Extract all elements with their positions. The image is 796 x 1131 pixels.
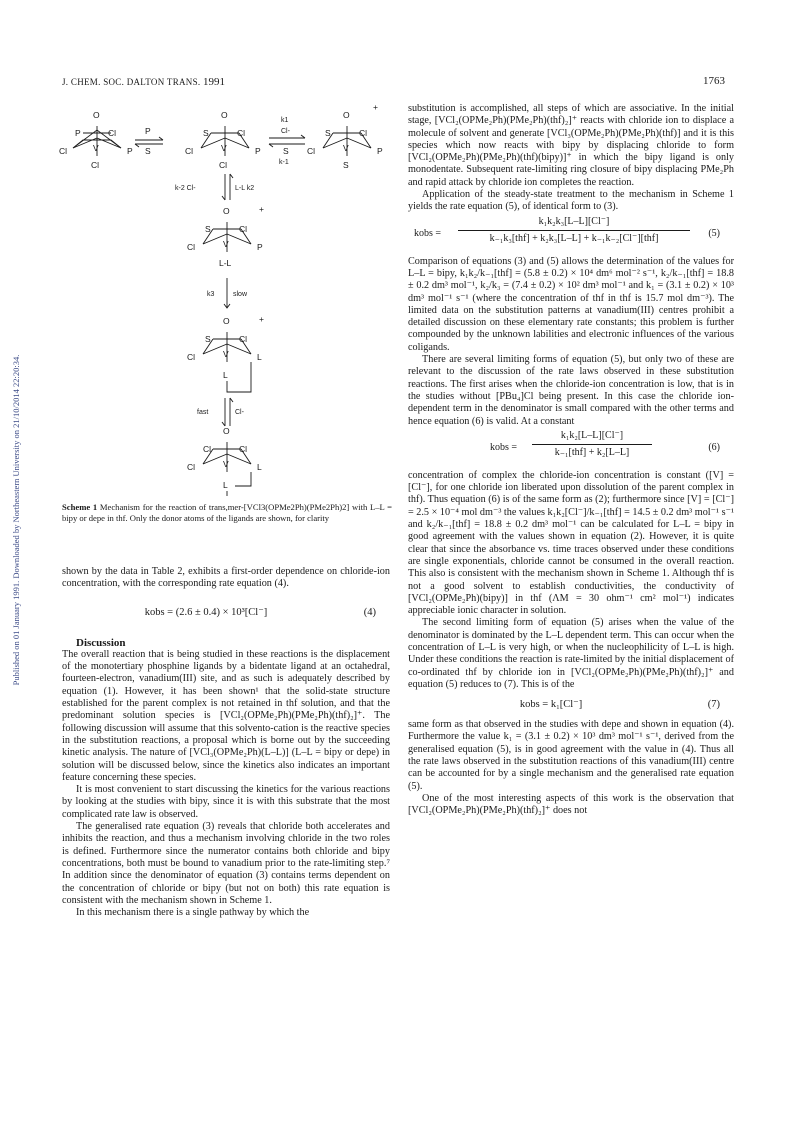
svg-text:Cl: Cl (219, 160, 228, 170)
equation-5-fraction (458, 216, 690, 246)
svg-text:S: S (283, 146, 289, 156)
svg-text:V: V (223, 349, 229, 359)
left-intro-paragraph: shown by the data in Table 2, exhibits a first-order dependence on chloride-ion concentration, with the corresponding rate equation (4). (62, 566, 390, 590)
svg-text:Cl: Cl (187, 462, 196, 472)
discussion-paragraph-4: In this mechanism there is a single pathway by which the (76, 907, 310, 919)
watermark-text: Published on 01 January 1991. Downloaded by Northeastern University on 21/10/2014 22:20:34. (11, 354, 21, 686)
right-paragraph-6: The second limiting form of equation (5) arises when the value of the denominator is dominated by the L–L dependent term. This can occur when the concentration of L–L is very high, or when the nucleophilicity of L–L is high. Under these conditions the reaction is rate-limited by the initial displacement of co-ordinated thf by chloride ion in [VCl₂(OPMe₂Ph)(PMe₂Ph)(thf)₂]⁺ and equation (5) reduces to (7). This is of the (408, 617, 734, 690)
svg-text:+: + (259, 204, 264, 214)
svg-text:L: L (257, 462, 262, 472)
equation-6-numerator: k₁k₂[L–L][Cl⁻] (532, 430, 652, 445)
label-o: O (93, 110, 100, 120)
equation-5-denominator: k₋₁k₃[thf] + k₂k₃[L–L] + k₋₁k₋₂[Cl⁻][thf] (489, 232, 659, 244)
right-paragraph-5: concentration of complex the chloride-ion concentration is constant ([V] = [Cl⁻], for one chloride ion liberated upon dissolution of the parent complex in thf). Thus equation (6) is of the same form as (2); furthermore since [V] = [Cl⁻] = 2.5 × 10⁻⁴ mol dm⁻³ the values k₁k₂[Cl⁻]/k₋₁[thf] = 14.5 ± 0.2 dm³ mol⁻¹ s⁻¹ and k₂/k₋₁[thf] = 18.8 ± 0.2 dm³ mol⁻¹ can be calculated for L–L = bipy in good agreement with the values shown in equation (2). However, it is quite clear that since the absorbance vs. time traces observed under these conditions are single exponentials, chloride cannot be consumed in the overall reaction. This also is consistent with the mechanism shown in Scheme 1. Although thf is not a good solvent to establish conductivities, the conductivity of [VCl₂(OPMe₂Ph)(bipy)] in thf (ΛM = 30 ohm⁻¹ cm² mol⁻¹) indicates appreciable ionic character in solution. (408, 469, 734, 617)
svg-text:Cl: Cl (187, 242, 196, 252)
equation-4-body: kobs = (2.6 ± 0.4) × 10³[Cl⁻] (144, 606, 268, 618)
journal-name: J. CHEM. SOC. DALTON TRANS. (62, 77, 201, 87)
svg-text:V: V (343, 143, 349, 153)
svg-text:V: V (221, 143, 227, 153)
journal-year: 1991 (203, 76, 226, 88)
svg-text:L: L (257, 352, 262, 362)
svg-text:O: O (223, 206, 230, 216)
svg-text:L: L (223, 370, 228, 380)
svg-text:V: V (223, 459, 229, 469)
right-column (408, 103, 734, 818)
equation-6-number: (6) (708, 441, 720, 453)
svg-text:Cl: Cl (203, 444, 212, 454)
caption-text: Mechanism for the reaction of trans,mer-[VCl3(OPMe2Ph)(PMe2Ph)2] with L–L = bipy or depe in thf. Only the donor atoms of the ligands are shown, for clarity (62, 502, 393, 523)
svg-text:P: P (255, 146, 261, 156)
equation-7 (408, 691, 734, 719)
svg-text:S: S (205, 334, 211, 344)
svg-text:O: O (223, 426, 230, 436)
section-heading-discussion: Discussion (76, 636, 126, 649)
structure-1 (59, 110, 133, 170)
svg-text:+: + (259, 314, 264, 324)
equation-5-numerator: k₁k₂k₃[L–L][Cl⁻] (458, 216, 690, 231)
rate-limiting-arrow (207, 278, 248, 308)
equation-6-denominator: k₋₁[thf] + k₂[L–L] (554, 447, 630, 459)
structure-4 (187, 204, 264, 268)
right-paragraph-2: Application of the steady-state treatment to the mechanism in Scheme 1 yields the rate equation (5), of identical form to (3). (408, 189, 734, 213)
equilibrium-arrow-vertical (175, 174, 254, 200)
equilibrium-arrow-2 (269, 117, 305, 166)
svg-text:Cl: Cl (307, 146, 316, 156)
svg-text:Cl: Cl (187, 352, 196, 362)
svg-text:k-2 Cl-: k-2 Cl- (175, 185, 196, 192)
svg-text:S: S (145, 146, 151, 156)
equation-5-lhs: kobs = (414, 227, 442, 239)
equation-4 (62, 591, 390, 631)
svg-text:+: + (373, 102, 378, 112)
structure-6 (187, 426, 262, 496)
right-paragraph-1: substitution is accomplished, all steps of which are associative. In the initial stage, [VCl₂(OPMe₂Ph)(PMe₂Ph)(thf)₂]⁺ reacts with chloride ion to displace a molecule of solvent and generate [VCl₃(OPMe₂Ph)(PMe₂Ph)(thf)] and it is this species which now reacts with bipy by displacing chloride to form [VCl₂(OPMe₂Ph)(PMe₂Ph)(thf)(bipy)]⁺ in which the bipy ligand is only monodentate. Subsequent rate-limiting ring closure of bipy displacing PMe₂Ph and rapid attack by chloride ion completes the reaction. (408, 103, 734, 188)
scheme-caption (62, 502, 392, 523)
page-number: 1763 (703, 75, 725, 87)
right-paragraph-8: One of the most interesting aspects of this work is the observation that [VCl₂(OPMe₂Ph)(PMe₂Ph)(thf)₂]⁺ does not (408, 792, 734, 817)
svg-text:V: V (93, 143, 99, 153)
right-paragraph-3: Comparison of equations (3) and (5) allows the determination of the values for L–L = bipy, k₁k₂/k₋₁[thf] = (5.8 ± 0.2) × 10⁴ dm⁶ mol⁻² s⁻¹, k₂/k₋₁[thf] = 18.8 ± 0.2 dm³ mol⁻¹, k₂/k₃ = (7.4 ± 0.2) × 10² dm³ mol⁻¹ and k₁ = (3.1 ± 0.2) × 10³ dm³ mol⁻¹ s⁻¹ (where the concentration of thf in thf is 15.7 mol dm⁻³). The limited data on the substitution patterns at vanadium(III) centres prohibit a detailed discussion on these elementary rate constants; this problem is further compounded by the unknown labilities and electronic influences of the various coligands. (408, 255, 734, 353)
svg-text:k-1: k-1 (279, 159, 289, 166)
svg-text:P: P (257, 242, 263, 252)
svg-text:S: S (203, 128, 209, 138)
equation-6-fraction (532, 430, 652, 460)
svg-text:S: S (343, 160, 349, 170)
svg-text:O: O (223, 316, 230, 326)
running-header (62, 76, 225, 88)
svg-text:S: S (325, 128, 331, 138)
svg-text:P: P (75, 128, 81, 138)
svg-text:k1: k1 (281, 117, 289, 124)
svg-text:fast: fast (197, 409, 209, 416)
discussion-paragraph-2: It is most convenient to start discussing the kinetics for the various reactions by looking at the studies with bipy, since it is with this substrate that the most complicated rate law is observed. (62, 784, 390, 820)
svg-text:Cl: Cl (59, 146, 68, 156)
svg-text:Cl-: Cl- (235, 409, 244, 416)
svg-text:L: L (223, 480, 228, 490)
svg-text:Cl: Cl (239, 334, 248, 344)
discussion-paragraph-3: The generalised rate equation (3) reveals that chloride both accelerates and inhibits the reaction, and thus a mechanism involving chloride in the two roles is defined. Furthermore since the numerator contains both chloride and bipy concentrations, both must be bound to vanadium prior to the rate-limiting step.⁷ In addition since the denominator of equation (3) contains terms dependent on the concentration of chloride or bipy (but not on both) this rate equation is consistent with the mechanism shown in Scheme 1. (62, 821, 390, 906)
structure-5 (187, 314, 264, 392)
download-watermark (10, 250, 22, 790)
right-paragraph-4: There are several limiting forms of equation (5), but only two of these are relevant to the discussion of the rate laws observed in these substitution reactions. The first arises when the chloride-ion concentration is low, that is in the studies without [PBu₄]Cl being present. In this case the chloride ion-dependent term in the denominator is small compared with the other terms and hence equation (6) is valid. At a constant (408, 354, 734, 427)
structure-3 (307, 110, 383, 170)
svg-text:V: V (223, 239, 229, 249)
equation-5 (408, 214, 734, 256)
svg-text:S: S (205, 224, 211, 234)
left-column (62, 566, 390, 919)
svg-text:slow: slow (233, 291, 248, 298)
discussion-paragraph-1: The overall reaction that is being studied in these reactions is the displacement of the monotertiary phosphine ligands by a bidentate ligand at an octahedral, fourteen-electron, vanadium(III) site, and as such is adequately described by equation (1). However, it has been shown¹ that the solid-state structure established for the parent complex is not retained in thf solution, and that the predominant solution species is [VCl₂(OPMe₂Ph)(PMe₂Ph)(thf)₂]⁺. The following discussion will assume that this solvento-cation is the reactive species in the substitution reactions, a proposal which is borne out by the succeeding kinetic analysis. The nature of [VCl₃(OPMe₂Ph)(L–L)] (L–L = bipy or depe) in solution will be discussed below, since the kinetics also indicates an important feature concerning these species. (62, 648, 390, 783)
svg-text:Cl: Cl (185, 146, 194, 156)
svg-text:Cl: Cl (108, 128, 117, 138)
scheme-1-diagram (55, 96, 395, 496)
svg-text:P: P (145, 126, 151, 136)
svg-text:Cl: Cl (359, 128, 368, 138)
svg-text:Cl: Cl (91, 160, 100, 170)
fast-step-arrow (197, 398, 245, 426)
equation-5-number: (5) (708, 227, 720, 239)
equation-6 (408, 428, 734, 470)
svg-text:Cl: Cl (239, 224, 248, 234)
svg-text:k3: k3 (207, 291, 215, 298)
right-paragraph-7: same form as that observed in the studies with depe and shown in equation (4). Furthermore the value k₁ = (3.1 ± 0.2) × 10³ dm³ mol⁻¹ s⁻¹, derived from the generalised equation (5), is in good agreement with the value in (4). Thus all the rate laws observed in the substitution reactions of this vanadium(III) centre can be accounted for by a single mechanism and the generalised rate equation (5). (408, 719, 734, 792)
equation-4-number: (4) (363, 606, 376, 618)
svg-text:P: P (377, 146, 383, 156)
svg-text:Cl: Cl (237, 128, 246, 138)
svg-text:O: O (221, 110, 228, 120)
caption-label: Scheme 1 (62, 502, 98, 512)
equilibrium-arrow-1 (135, 126, 163, 156)
svg-text:O: O (343, 110, 350, 120)
svg-text:L-L: L-L (219, 258, 232, 268)
equation-7-number: (7) (707, 699, 720, 711)
equation-6-lhs: kobs = (490, 441, 518, 453)
svg-text:L-L k2: L-L k2 (235, 185, 255, 192)
equation-7-body: kobs = k₁[Cl⁻] (519, 699, 583, 711)
svg-text:Cl-: Cl- (281, 128, 290, 135)
svg-text:P: P (127, 146, 133, 156)
svg-text:Cl: Cl (239, 444, 248, 454)
